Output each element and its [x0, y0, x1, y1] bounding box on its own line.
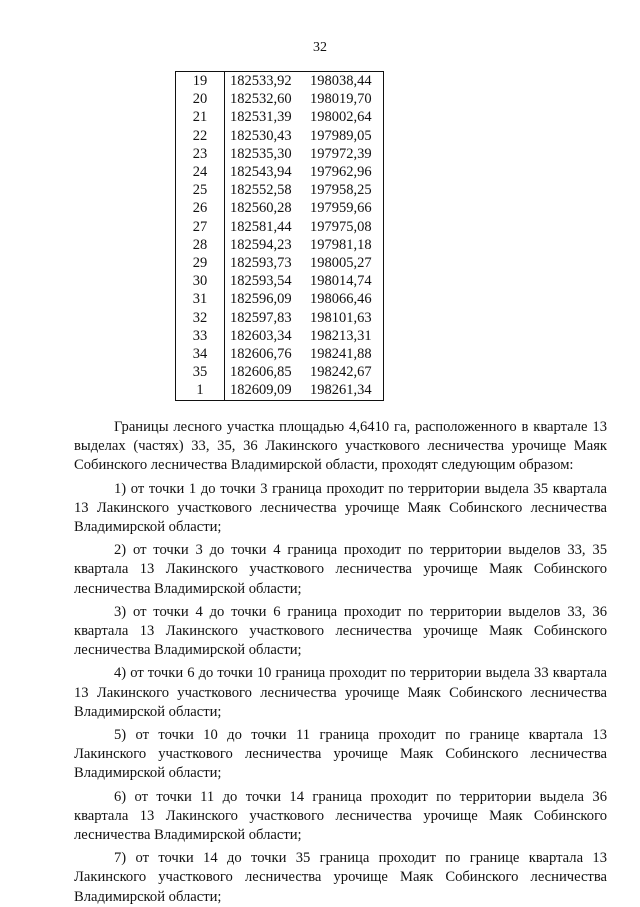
table-row	[176, 72, 384, 91]
y-coordinate-cell: 197958,25	[310, 182, 372, 199]
table-row	[176, 345, 384, 363]
page-number: 32	[313, 40, 327, 55]
table-row	[176, 236, 384, 254]
table-row	[176, 254, 384, 272]
x-coordinate-cell: 182603,34	[230, 327, 292, 344]
point-number-cell: 33	[176, 327, 225, 345]
point-number-cell: 1	[176, 381, 225, 400]
x-coordinate-cell: 182543,94	[230, 164, 292, 181]
point-number-cell: 30	[176, 272, 225, 290]
y-coordinate-cell: 197959,66	[310, 200, 372, 217]
x-coordinate-cell: 182609,09	[230, 382, 292, 399]
y-coordinate-cell: 198101,63	[310, 309, 372, 326]
x-coordinate-cell: 182581,44	[230, 218, 292, 235]
table-row	[176, 163, 384, 181]
coordinates-table	[175, 71, 384, 401]
y-coordinate-cell: 198019,70	[310, 91, 372, 108]
y-coordinate-cell: 197981,18	[310, 236, 372, 253]
x-coordinate-cell: 182532,60	[230, 91, 292, 108]
boundary-item-4: 4) от точки 6 до точки 10 граница проходит по территории выдела 33 квартала 13 Лакинского участкового лесничества урочище Маяк Собинского лесничества Владимирской области;	[74, 665, 607, 720]
boundary-item-2: 2) от точки 3 до точки 4 граница проходит по территории выделов 33, 35 квартала 13 Лакинского участкового лесничества урочище Маяк Собинского лесничества Владимирской области;	[74, 542, 607, 597]
x-coordinate-cell: 182530,43	[230, 127, 292, 144]
y-coordinate-cell: 198241,88	[310, 346, 372, 363]
coordinates-table-body	[176, 72, 384, 401]
x-coordinate-cell: 182531,39	[230, 109, 292, 126]
point-number-cell: 31	[176, 290, 225, 308]
table-row	[176, 309, 384, 327]
point-number-cell: 21	[176, 108, 225, 126]
boundary-description	[74, 418, 607, 907]
y-coordinate-cell: 197975,08	[310, 218, 372, 235]
table-row	[176, 90, 384, 108]
y-coordinate-cell: 198002,64	[310, 109, 372, 126]
x-coordinate-cell: 182533,92	[230, 73, 292, 89]
table-row	[176, 218, 384, 236]
y-coordinate-cell: 198005,27	[310, 255, 372, 272]
table-row	[176, 272, 384, 290]
point-number-cell: 20	[176, 90, 225, 108]
x-coordinate-cell: 182593,54	[230, 273, 292, 290]
y-coordinate-cell: 198261,34	[310, 382, 372, 399]
table-row	[176, 181, 384, 199]
table-row	[176, 363, 384, 381]
x-coordinate-cell: 182594,23	[230, 236, 292, 253]
y-coordinate-cell: 197962,96	[310, 164, 372, 181]
y-coordinate-cell: 198014,74	[310, 273, 372, 290]
y-coordinate-cell: 198066,46	[310, 291, 372, 308]
point-number-cell: 32	[176, 309, 225, 327]
boundary-item-7: 7) от точки 14 до точки 35 граница проходит по границе квартала 13 Лакинского участкового лесничества урочище Маяк Собинского лесничества Владимирской области;	[74, 850, 607, 905]
point-number-cell: 29	[176, 254, 225, 272]
boundary-item-5: 5) от точки 10 до точки 11 граница проходит по границе квартала 13 Лакинского участкового лесничества урочище Маяк Собинского лесничества Владимирской области;	[74, 727, 607, 782]
point-number-cell: 24	[176, 163, 225, 181]
table-row	[176, 327, 384, 345]
y-coordinate-cell: 198213,31	[310, 327, 372, 344]
point-number-cell: 26	[176, 199, 225, 217]
intro-paragraph: Границы лесного участка площадью 4,6410 га, расположенного в квартале 13 выделах (частях) 33, 35, 36 Лакинского участкового лесничества урочище Маяк Собинского лесничества Владимирской области, проходят следующим образом:	[74, 419, 607, 474]
table-row	[176, 145, 384, 163]
x-coordinate-cell: 182606,85	[230, 364, 292, 381]
point-number-cell: 25	[176, 181, 225, 199]
table-row	[176, 290, 384, 308]
y-coordinate-cell: 198242,67	[310, 364, 372, 381]
x-coordinate-cell: 182596,09	[230, 291, 292, 308]
y-coordinate-cell: 198038,44	[310, 73, 372, 89]
point-number-cell: 27	[176, 218, 225, 236]
point-number-cell: 19	[176, 72, 225, 91]
table-row	[176, 127, 384, 145]
x-coordinate-cell: 182593,73	[230, 255, 292, 272]
table-row	[176, 199, 384, 217]
boundary-item-6: 6) от точки 11 до точки 14 граница проходит по территории выдела 36 квартала 13 Лакинского участкового лесничества урочище Маяк Собинского лесничества Владимирской области;	[74, 788, 607, 844]
point-number-cell: 22	[176, 127, 225, 145]
x-coordinate-cell: 182535,30	[230, 145, 292, 162]
table-row	[176, 108, 384, 126]
boundary-item-1: 1) от точки 1 до точки 3 граница проходит по территории выдела 35 квартала 13 Лакинского участкового лесничества урочище Маяк Собинского лесничества Владимирской области;	[74, 480, 607, 536]
x-coordinate-cell: 182606,76	[230, 346, 292, 363]
x-coordinate-cell: 182552,58	[230, 182, 292, 199]
table-row	[176, 381, 384, 400]
y-coordinate-cell: 197989,05	[310, 127, 372, 144]
x-coordinate-cell: 182560,28	[230, 200, 292, 217]
x-coordinate-cell: 182597,83	[230, 309, 292, 326]
y-coordinate-cell: 197972,39	[310, 145, 372, 162]
point-number-cell: 34	[176, 345, 225, 363]
point-number-cell: 35	[176, 363, 225, 381]
point-number-cell: 23	[176, 145, 225, 163]
point-number-cell: 28	[176, 236, 225, 254]
boundary-item-3: 3) от точки 4 до точки 6 граница проходит по территории выделов 33, 36 квартала 13 Лакинского участкового лесничества урочище Маяк Собинского лесничества Владимирской области;	[74, 603, 607, 659]
